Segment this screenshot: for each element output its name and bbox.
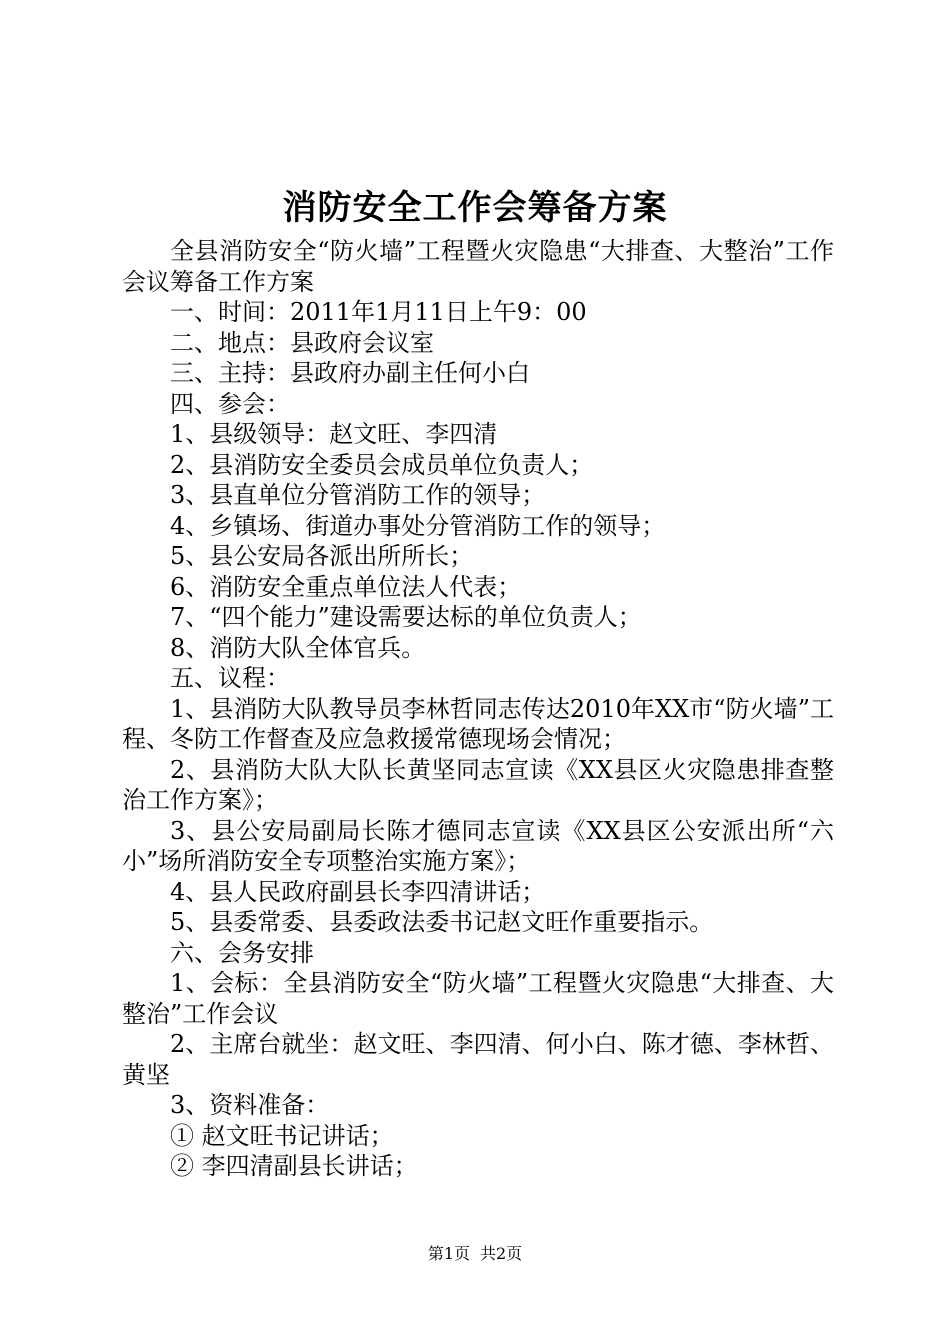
material-item: ② 李四清副县长讲话； xyxy=(170,1152,418,1180)
attendee-item: 5、县公安局各派出所所长； xyxy=(170,542,474,570)
attendee-item: 6、消防安全重点单位法人代表； xyxy=(170,572,522,601)
section-host: 三、主持：县政府办副主任何小白 xyxy=(170,359,530,387)
agenda-item: 3、县公安局副局长陈才德同志宣读《XX县区公安派出所“六小”场所消防安全专项整治实施方案》； xyxy=(122,816,834,875)
page-footer xyxy=(0,1243,950,1265)
attendee-item: 1、县级领导：赵文旺、李四清 xyxy=(170,420,498,448)
attendee-item: 2、县消防安全委员会成员单位负责人； xyxy=(170,450,594,479)
arrangement-item: 3、资料准备： xyxy=(170,1091,330,1119)
section-location: 二、地点：县政府会议室 xyxy=(170,328,434,357)
material-item: ① 赵文旺书记讲话； xyxy=(170,1121,394,1150)
section-agenda-heading: 五、议程： xyxy=(170,664,290,692)
arrangement-item: 1、会标：全县消防安全“防火墙”工程暨火灾隐患“大排查、大整治”工作会议 xyxy=(122,969,834,1028)
agenda-item: 5、县委常委、县委政法委书记赵文旺作重要指示。 xyxy=(170,908,714,936)
section-time: 一、时间：2011年1月11日上午9：00 xyxy=(170,298,587,326)
page-total: 共2页 xyxy=(480,1244,523,1263)
agenda-item: 1、县消防大队教导员李林哲同志传达2010年XX市“防火墙”工程、冬防工作督查及应急救援常德现场会情况； xyxy=(122,694,834,753)
agenda-item: 4、县人民政府副县长李四清讲话； xyxy=(170,877,546,906)
intro-paragraph: 全县消防安全“防火墙”工程暨火灾隐患“大排查、大整治”工作会议筹备工作方案 xyxy=(122,237,834,296)
document-body xyxy=(122,236,834,1182)
page-number: 第1页 xyxy=(427,1244,470,1263)
attendee-item: 3、县直单位分管消防工作的领导； xyxy=(170,481,546,509)
attendee-item: 4、乡镇场、街道办事处分管消防工作的领导； xyxy=(170,511,666,540)
section-attendees-heading: 四、参会： xyxy=(170,389,290,418)
section-arrangements-heading: 六、会务安排 xyxy=(170,938,314,967)
agenda-item: 2、县消防大队大队长黄坚同志宣读《XX县区火灾隐患排查整治工作方案》； xyxy=(122,755,834,814)
attendee-item: 7、“四个能力”建设需要达标的单位负责人； xyxy=(170,603,642,631)
arrangement-item: 2、主席台就坐：赵文旺、李四清、何小白、陈才德、李林哲、黄坚 xyxy=(122,1030,834,1089)
document-title: 消防安全工作会筹备方案 xyxy=(282,188,668,228)
attendee-item: 8、消防大队全体官兵。 xyxy=(170,633,426,662)
